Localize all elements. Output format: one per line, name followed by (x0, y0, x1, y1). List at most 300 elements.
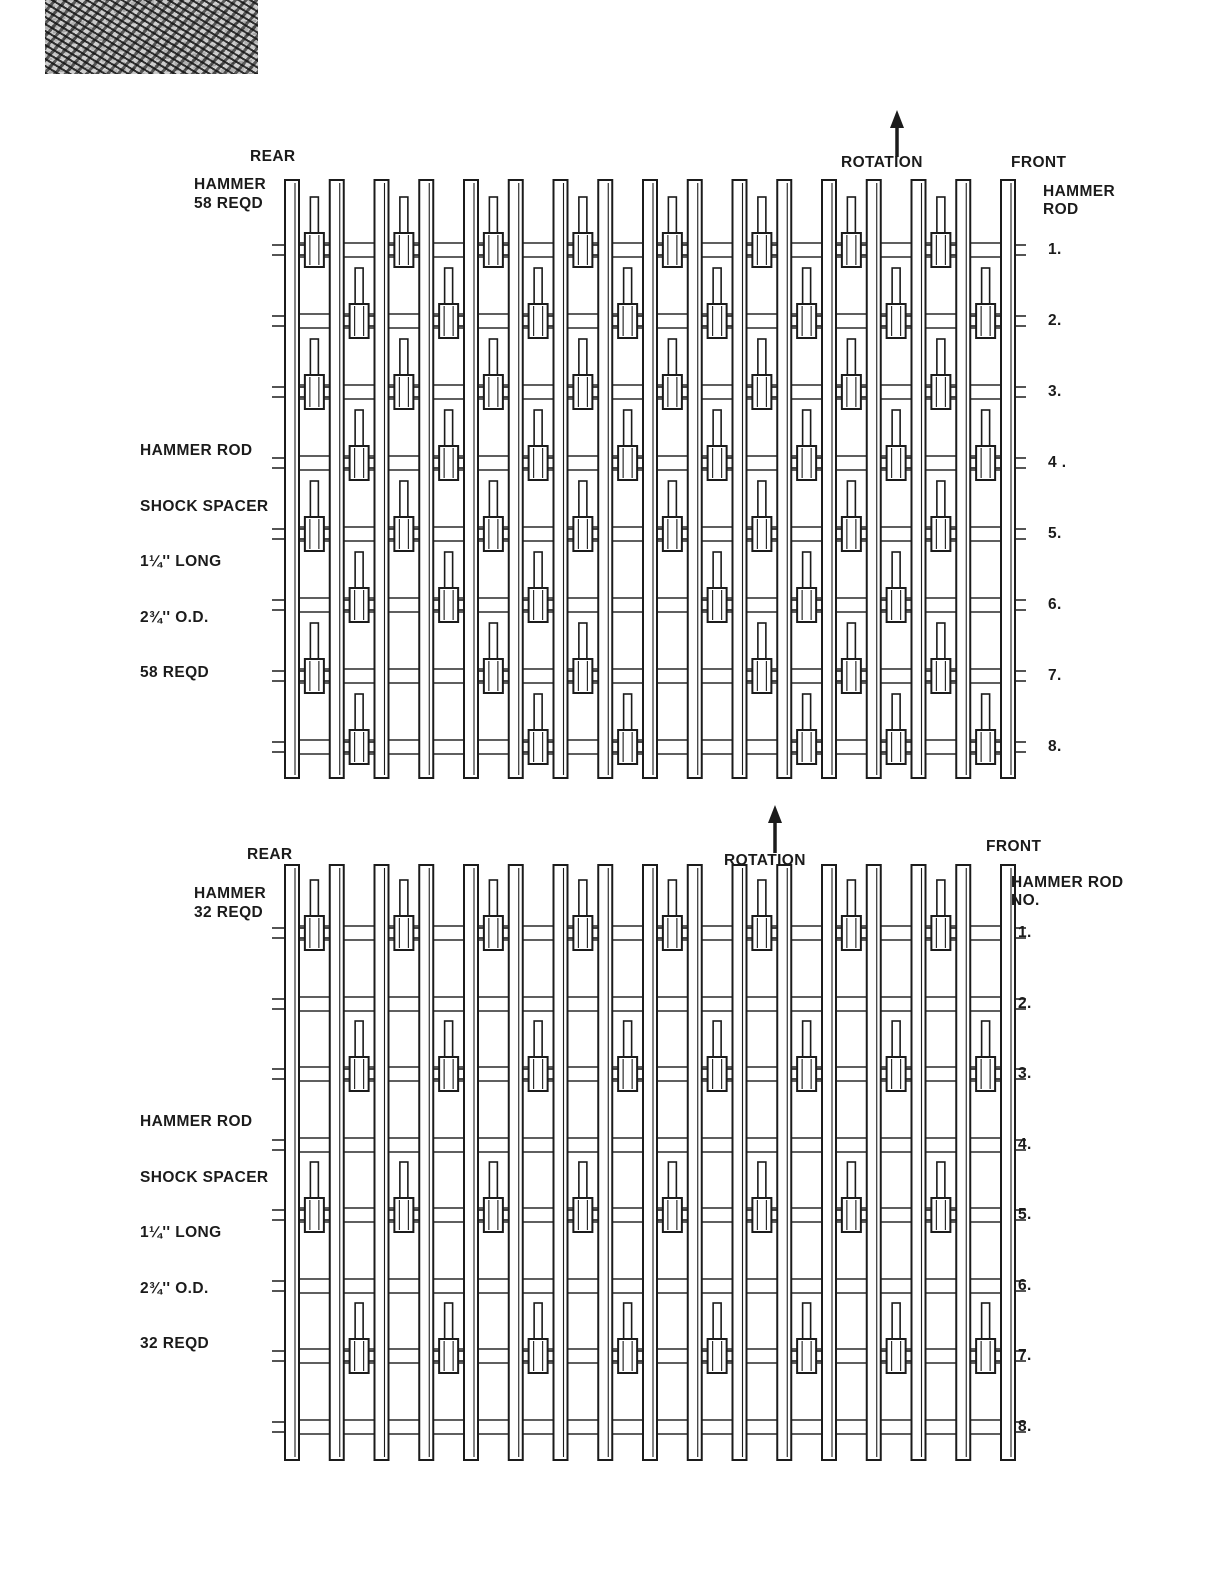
hammer-hub (529, 588, 548, 622)
rod-header-top-line2: ROD (1043, 201, 1079, 218)
hammer-hub (842, 916, 861, 950)
hammer-blade (892, 268, 900, 306)
hammer-rod-segment (478, 456, 509, 470)
spacer-note-line: 1¼'' LONG (140, 1224, 222, 1241)
hammer-hub (842, 375, 861, 409)
hammer-blade (400, 197, 408, 235)
hammer-blade (803, 410, 811, 448)
hammer-rod-segment (299, 456, 330, 470)
hammer-rod-segment (702, 740, 733, 754)
hammer-hub (305, 375, 324, 409)
hammer-rod-segment (433, 1279, 464, 1293)
hammer-hub (887, 304, 906, 338)
rotor-plate (1001, 865, 1015, 1460)
hammer-blade (937, 481, 945, 519)
hammer-hub (931, 517, 950, 551)
hammer-hub (618, 304, 637, 338)
hammer-hub (752, 517, 771, 551)
rod-number: 4 . (1048, 454, 1067, 471)
hammer-count-label-top-line1: HAMMER (194, 176, 267, 193)
rod-header-bottom-line1: HAMMER ROD (1011, 874, 1124, 891)
hammer-rod-segment (970, 527, 1001, 541)
hammer-hub (752, 1198, 771, 1232)
hammer-hub (305, 659, 324, 693)
hammer-blade (624, 1021, 632, 1059)
hammer-rod-segment (881, 243, 912, 257)
front-label-bottom: FRONT (986, 838, 1042, 855)
hammer-hub (484, 517, 503, 551)
rotor-plate (598, 865, 612, 1460)
hammer-rod-segment (478, 1420, 509, 1434)
hammer-hub (797, 1339, 816, 1373)
hammer-rod-segment (881, 926, 912, 940)
rod-number: 5. (1018, 1206, 1032, 1223)
hammer-rod-segment (299, 1067, 330, 1081)
hammer-blade (579, 880, 587, 918)
hammer-blade (847, 880, 855, 918)
hammer-blade (847, 1162, 855, 1200)
hammer-blade (668, 880, 676, 918)
hammer-hub (976, 446, 995, 480)
hammer-blade (310, 880, 318, 918)
hammer-rod-segment (612, 1420, 643, 1434)
rod-number: 7. (1018, 1347, 1032, 1364)
hammer-blade (982, 1021, 990, 1059)
hammer-rod-segment (299, 1349, 330, 1363)
hammer-rod-segment (568, 997, 599, 1011)
hammer-hub (439, 304, 458, 338)
hammer-rod-segment (657, 740, 688, 754)
spacer-note-top (140, 405, 269, 720)
hammer-rod-segment (478, 1279, 509, 1293)
rotor-plate (822, 180, 836, 778)
hammer-rod-segment (970, 1138, 1001, 1152)
hammer-rod-segment (791, 1138, 822, 1152)
hammer-rod-segment (612, 1279, 643, 1293)
hammer-rod-segment (881, 385, 912, 399)
hammer-rod-segment (747, 314, 778, 328)
rod-number: 3. (1048, 383, 1062, 400)
hammer-hub (484, 916, 503, 950)
hammer-hub (618, 730, 637, 764)
spacer-note-line: HAMMER ROD (140, 1113, 253, 1130)
hammer-rod-segment (747, 997, 778, 1011)
hammer-rod-segment (612, 1208, 643, 1222)
hammer-hub (797, 730, 816, 764)
hammer-rod-segment (389, 314, 420, 328)
rod-number: 1. (1018, 924, 1032, 941)
hammer-rod-segment (523, 385, 554, 399)
rod-number: 1. (1048, 241, 1062, 258)
hammer-blade (937, 197, 945, 235)
hammer-blade (892, 552, 900, 590)
hammer-rod-segment (657, 669, 688, 683)
hammer-hub (752, 375, 771, 409)
hammer-rod-segment (344, 1420, 375, 1434)
spacer-note-bottom (140, 1076, 269, 1391)
hammer-blade (400, 880, 408, 918)
rotor-plate (509, 865, 523, 1460)
hammer-hub (394, 517, 413, 551)
hammer-rod-segment (791, 1208, 822, 1222)
hammer-hub (394, 916, 413, 950)
hammer-hub (931, 233, 950, 267)
hammer-blade (579, 481, 587, 519)
hammer-hub (484, 1198, 503, 1232)
hammer-rod-segment (612, 385, 643, 399)
hammer-rod-segment (523, 1279, 554, 1293)
hammer-rod-segment (568, 1349, 599, 1363)
rotation-label-top: ROTATION (841, 154, 923, 171)
hammer-blade (803, 1303, 811, 1341)
hammer-rod-segment (344, 243, 375, 257)
hammer-rod-segment (926, 1138, 957, 1152)
rotor-plate (867, 865, 881, 1460)
hammer-hub (887, 1057, 906, 1091)
hammer-blade (534, 410, 542, 448)
hammer-rod-segment (702, 997, 733, 1011)
rotor-plate (464, 180, 478, 778)
hammer-blade (713, 552, 721, 590)
hammer-hub (529, 730, 548, 764)
hammer-rod-segment (970, 997, 1001, 1011)
hammer-blade (579, 1162, 587, 1200)
hammer-rod-segment (389, 1349, 420, 1363)
hammer-blade (758, 197, 766, 235)
hammer-rod-segment (523, 997, 554, 1011)
hammer-rod-segment (344, 997, 375, 1011)
rotor-plate (956, 865, 970, 1460)
hammer-blade (534, 552, 542, 590)
rotor-plate (285, 865, 299, 1460)
hammer-hub (439, 446, 458, 480)
hammer-rod-segment (747, 1420, 778, 1434)
rotor-plate (733, 180, 747, 778)
hammer-hub (350, 730, 369, 764)
hammer-rod-segment (344, 527, 375, 541)
hammer-rod-segment (791, 926, 822, 940)
hammer-rod-segment (523, 527, 554, 541)
hammer-rod-segment (523, 243, 554, 257)
hammer-blade (624, 1303, 632, 1341)
rotor-plate (688, 180, 702, 778)
hammer-hub (529, 1057, 548, 1091)
hammer-blade (982, 410, 990, 448)
spacer-note-line: SHOCK SPACER (140, 497, 269, 515)
hammer-hub (752, 233, 771, 267)
hammer-rod-segment (747, 456, 778, 470)
hammer-rod-segment (836, 1349, 867, 1363)
rotor-plate (777, 865, 791, 1460)
hammer-hub (708, 1057, 727, 1091)
rotor-plate (554, 865, 568, 1460)
hammer-rod-segment (657, 1138, 688, 1152)
spacer-note-line: HAMMER ROD (140, 442, 253, 459)
hammer-rod-segment (433, 997, 464, 1011)
hammer-rod-segment (299, 314, 330, 328)
hammer-blade (445, 552, 453, 590)
hammer-rod-segment (478, 1138, 509, 1152)
hammer-blade (847, 339, 855, 377)
hammer-rod-segment (657, 1349, 688, 1363)
rod-number: 2. (1048, 312, 1062, 329)
hammer-rod-segment (747, 740, 778, 754)
hammer-hub (797, 446, 816, 480)
hammer-hub (663, 233, 682, 267)
hammer-rod-segment (389, 740, 420, 754)
hammer-rod-segment (478, 997, 509, 1011)
hammer-hub (439, 588, 458, 622)
hammer-blade (937, 339, 945, 377)
hammer-rod-segment (568, 456, 599, 470)
hammer-rod-segment (702, 1420, 733, 1434)
hammer-blade (668, 197, 676, 235)
rotation-label-bottom: ROTATION (724, 852, 806, 869)
hammer-rod-segment (612, 997, 643, 1011)
hammer-blade (758, 1162, 766, 1200)
hammer-hub (573, 1198, 592, 1232)
hammer-hub (484, 659, 503, 693)
hammer-blade (445, 1303, 453, 1341)
hammer-hub (529, 446, 548, 480)
hammer-blade (534, 268, 542, 306)
hammer-rod-segment (612, 598, 643, 612)
rod-number: 2. (1018, 995, 1032, 1012)
hammer-rod-segment (568, 1138, 599, 1152)
rod-number: 5. (1048, 525, 1062, 542)
hammer-rod-segment (612, 243, 643, 257)
hammer-rod-segment (881, 997, 912, 1011)
hammer-rod-segment (702, 385, 733, 399)
hammer-rod-segment (523, 669, 554, 683)
hammer-rod-segment (747, 1349, 778, 1363)
hammer-blade (803, 694, 811, 732)
rotor-plate (419, 180, 433, 778)
rod-number: 3. (1018, 1065, 1032, 1082)
arrow-head (890, 110, 904, 128)
hammer-blade (982, 694, 990, 732)
hammer-hub (976, 730, 995, 764)
spacer-note-line: 1¼'' LONG (140, 553, 222, 570)
hammer-blade (534, 694, 542, 732)
hammer-rod-segment (433, 243, 464, 257)
hammer-blade (310, 481, 318, 519)
hammer-blade (668, 1162, 676, 1200)
hammer-hub (797, 588, 816, 622)
hammer-rod-segment (389, 1420, 420, 1434)
spacer-note-line: 2¾'' O.D. (140, 1279, 209, 1297)
hammer-rod-segment (970, 598, 1001, 612)
hammer-rod-segment (970, 385, 1001, 399)
hammer-rod-segment (881, 1279, 912, 1293)
rotor-plate (554, 180, 568, 778)
front-label-top: FRONT (1011, 154, 1067, 171)
hammer-rod-segment (791, 997, 822, 1011)
hammer-blade (400, 1162, 408, 1200)
hammer-blade (937, 1162, 945, 1200)
hammer-rod-segment (568, 1067, 599, 1081)
hammer-rod-segment (881, 669, 912, 683)
hammer-blade (489, 197, 497, 235)
hammer-rod-segment (791, 1420, 822, 1434)
rotation-arrow-icon (890, 110, 904, 157)
hammer-hub (663, 1198, 682, 1232)
hammer-rod-segment (433, 740, 464, 754)
hammer-hub (931, 916, 950, 950)
hammer-hub (887, 588, 906, 622)
hammer-rod-segment (926, 598, 957, 612)
rotor-plate (330, 865, 344, 1460)
hammer-blade (310, 339, 318, 377)
hammer-rod-segment (612, 527, 643, 541)
hammer-arrangement-58 (272, 180, 1026, 778)
hammer-rod-segment (344, 1138, 375, 1152)
rod-header-top-line1: HAMMER (1043, 183, 1116, 200)
hammer-rod-segment (657, 598, 688, 612)
hammer-blade (758, 481, 766, 519)
hammer-blade (579, 339, 587, 377)
hammer-blade (310, 623, 318, 661)
hammer-rod-segment (970, 926, 1001, 940)
hammer-rod-segment (791, 1279, 822, 1293)
rotor-plate (330, 180, 344, 778)
hammer-blade (892, 410, 900, 448)
rotation-arrow-icon (768, 805, 782, 853)
hammer-hub (350, 1339, 369, 1373)
hammer-rod-segment (612, 669, 643, 683)
hammer-rod-segment (747, 1279, 778, 1293)
hammer-hub (752, 659, 771, 693)
hammer-rod-segment (881, 1208, 912, 1222)
rotor-plate (509, 180, 523, 778)
hammer-hub (394, 1198, 413, 1232)
hammer-rod-segment (970, 1420, 1001, 1434)
hammer-rod-segment (881, 1138, 912, 1152)
hammer-rod-segment (478, 1067, 509, 1081)
hammer-hub (976, 1057, 995, 1091)
hammer-hub (842, 659, 861, 693)
hammer-blade (713, 410, 721, 448)
hammer-hub (350, 304, 369, 338)
hammer-rod-segment (478, 740, 509, 754)
hammer-blade (803, 1021, 811, 1059)
hammer-rod-segment (702, 1208, 733, 1222)
hammer-hub (484, 375, 503, 409)
rotor-plate (643, 180, 657, 778)
rotor-plate (419, 865, 433, 1460)
hammer-rod-segment (299, 1138, 330, 1152)
hammer-hub (618, 1057, 637, 1091)
hammer-blade (400, 339, 408, 377)
hammer-rod-segment (299, 997, 330, 1011)
hammer-hub (573, 517, 592, 551)
hammer-blade (310, 1162, 318, 1200)
hammer-hub (931, 1198, 950, 1232)
hammer-blade (310, 197, 318, 235)
hammer-rod-segment (657, 1067, 688, 1081)
hammer-hub (842, 233, 861, 267)
hammer-blade (355, 410, 363, 448)
hammer-rod-segment (299, 1279, 330, 1293)
hammer-blade (355, 268, 363, 306)
hammer-rod-segment (791, 385, 822, 399)
hammer-rod-segment (970, 1208, 1001, 1222)
hammer-rod-segment (478, 314, 509, 328)
hammer-hub (708, 304, 727, 338)
hammer-rod-segment (523, 1420, 554, 1434)
hammer-hub (350, 446, 369, 480)
hammer-rod-segment (389, 1067, 420, 1081)
hammer-rod-segment (389, 456, 420, 470)
hammer-blade (668, 339, 676, 377)
rotor-plate (822, 865, 836, 1460)
hammer-rod-segment (433, 385, 464, 399)
hammer-hub (708, 446, 727, 480)
hammer-blade (489, 623, 497, 661)
hammer-rod-segment (836, 1279, 867, 1293)
spacer-note-line: 2¾'' O.D. (140, 608, 209, 626)
hammer-rod-segment (791, 527, 822, 541)
hammer-hub (529, 304, 548, 338)
hammer-rod-segment (836, 740, 867, 754)
hammer-blade (892, 694, 900, 732)
hammer-rod-segment (926, 456, 957, 470)
hammer-hub (708, 1339, 727, 1373)
hammer-rod-segment (926, 314, 957, 328)
hammer-hub (350, 1057, 369, 1091)
hammer-blade (892, 1021, 900, 1059)
hammer-hub (842, 517, 861, 551)
hammer-rod-segment (344, 1208, 375, 1222)
hammer-blade (758, 880, 766, 918)
hammer-rod-segment (657, 997, 688, 1011)
hammer-rod-segment (344, 669, 375, 683)
hammer-rod-segment (389, 669, 420, 683)
hammer-rod-segment (299, 740, 330, 754)
hammer-hub (887, 730, 906, 764)
hammer-hub (752, 916, 771, 950)
hammer-blade (355, 552, 363, 590)
hammer-arrangement-32 (272, 865, 1026, 1460)
rotor-plate (777, 180, 791, 778)
hammer-blade (489, 481, 497, 519)
rod-header-bottom-line2: NO. (1011, 892, 1040, 909)
rod-number: 7. (1048, 667, 1062, 684)
hammer-blade (937, 623, 945, 661)
hammer-blade (713, 268, 721, 306)
hammer-hub (842, 1198, 861, 1232)
hammer-hub (663, 916, 682, 950)
hammer-blade (624, 268, 632, 306)
hammer-blade (892, 1303, 900, 1341)
hammer-rod-segment (568, 1279, 599, 1293)
hammer-blade (355, 1303, 363, 1341)
hammer-rod-segment (433, 1420, 464, 1434)
arrow-head (768, 805, 782, 823)
hammer-hub (797, 1057, 816, 1091)
hammer-rod-segment (612, 926, 643, 940)
hammer-blade (489, 880, 497, 918)
hammer-hub (976, 304, 995, 338)
hammer-rod-segment (881, 1420, 912, 1434)
hammer-rod-segment (433, 1138, 464, 1152)
hammer-blade (803, 552, 811, 590)
hammer-rod-segment (568, 598, 599, 612)
hammer-blade (489, 339, 497, 377)
hammer-rod-segment (344, 926, 375, 940)
rod-number: 6. (1018, 1277, 1032, 1294)
hammer-blade (758, 623, 766, 661)
